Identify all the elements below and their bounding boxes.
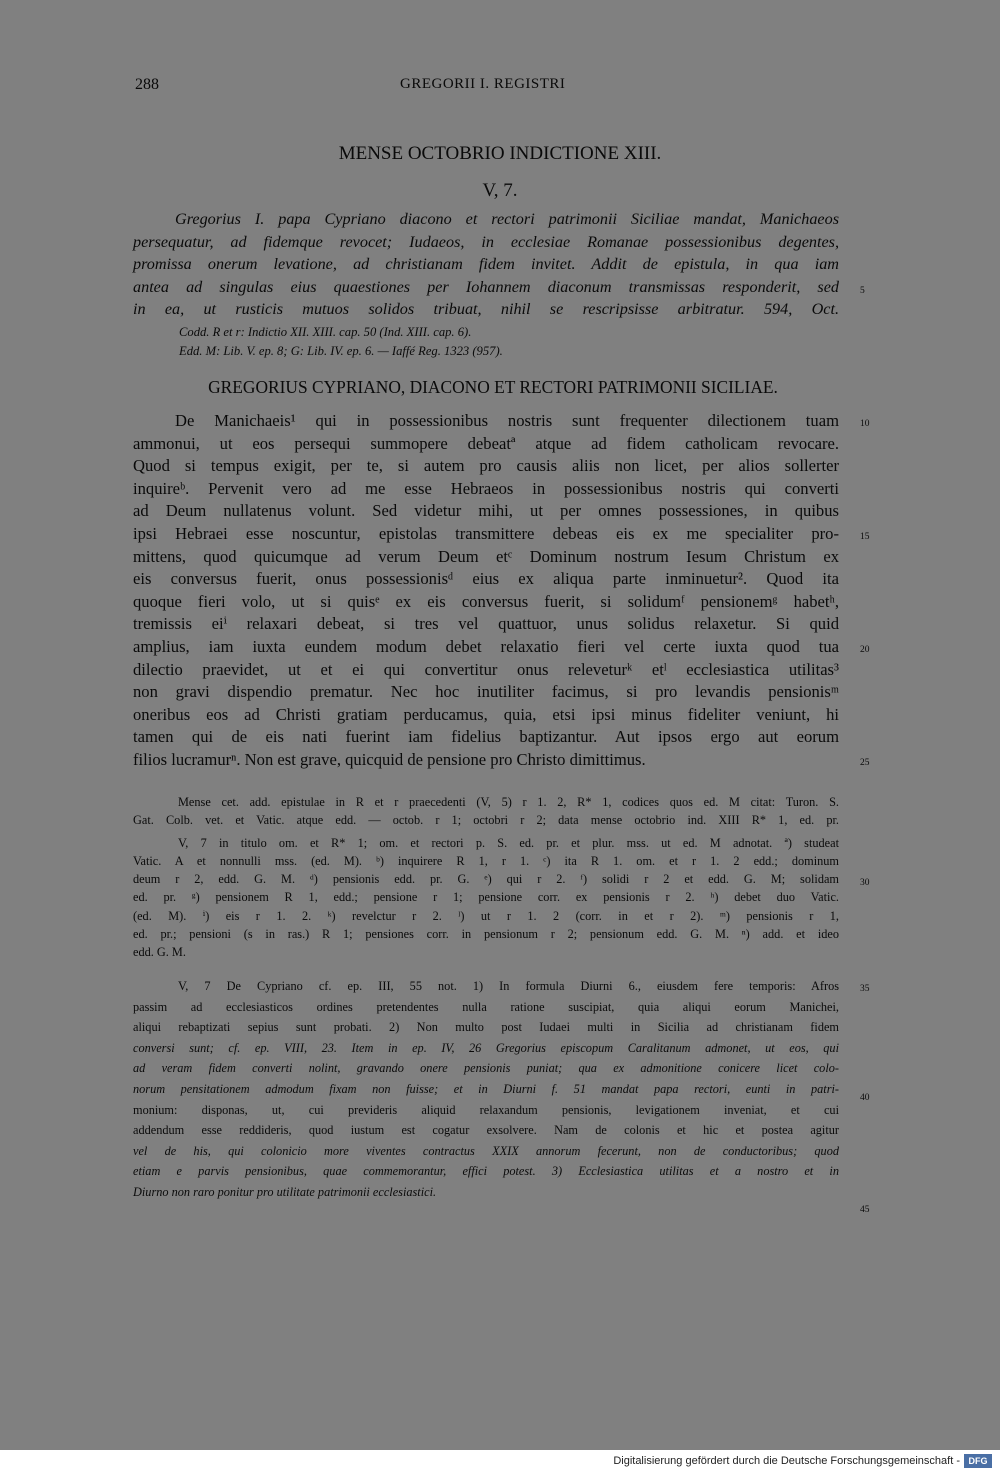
month-heading: MENSE OCTOBRIO INDICTIONE XIII. (338, 143, 662, 164)
apparatus-line: ed. pr. ᵍ) pensionem R 1, edd.; pensione r 1; pensione corr. ex pensionis r 2. ʰ) debet duo Vatic. (133, 890, 839, 905)
critical-apparatus (133, 793, 839, 962)
body-line: filios lucramurⁿ. Non est grave, quicquid de pensione pro Christo dimittimus. (133, 749, 646, 769)
body-line: inquireᵇ. Pervenit vero ad me esse Hebraeos in possessionibus nostris qui converti (133, 478, 839, 498)
line-number: 45 (860, 1205, 870, 1215)
apparatus-line: (ed. M). ⁱ) eis r 1. 2. ᵏ) revelctur r 2. ˡ) ut r 1. 2 (corr. in et r 2). ᵐ) pensionis r 1, (133, 908, 839, 923)
body-line: eis conversus fuerit, onus possessionisᵈ eius ex aliqua parte inminuetur². Quod ita (133, 569, 839, 589)
summary-line: in ea, ut rusticis mutuos solidos tribuat, nihil se rescripsisse arbitratur. 594, Oct. (133, 300, 839, 319)
note-line: monium: disponas, ut, cui previderis aliquid relaxandum pensionis, levigationem inveniat, et cui (133, 1102, 839, 1117)
body-line: non gravi dispendio prematur. Nec hoc inutiliter facimus, si pro levandis pensionisᵐ (133, 682, 839, 702)
line-number: 5 (860, 286, 865, 296)
digitization-credit-bar (0, 1450, 1000, 1473)
apparatus-line: deum r 2, edd. G. M. ᵈ) pensionis edd. pr. G. ᵉ) qui r 2. ᶠ) solidi r 2 et edd. G. M; solidam (133, 872, 839, 887)
apparatus-line: Vatic. A et nonnulli mss. (ed. M). ᵇ) inquirere R 1, r 1. ᶜ) ita R 1. om. et r 1. 2 edd.; dominum (133, 853, 839, 868)
note-line: norum pensitationem admodum fixam non fuisse; et in Diurni f. 51 mandat papa rectori, eunti in patri- (133, 1081, 839, 1096)
note-line: conversi sunt; cf. ep. VIII, 23. Item in ep. IV, 26 Gregorius episcopum Caralitanum admonet, ut eos, qui (133, 1040, 839, 1055)
body-line: quoque fieri volo, ut si quisᵉ ex eis conversus fuerit, si solidumᶠ pensionemᵍ habetʰ, (133, 591, 839, 611)
apparatus-line: Gat. Colb. vet. et Vatic. atque edd. — octob. r 1; octobri r 2; data mense octobrio ind. XIII R* 1, ed. pr. (133, 813, 839, 828)
line-number: 25 (860, 758, 870, 768)
body-line: tamen qui de eis nati fuerint iam fidelius baptizantur. Aut ipsos ergo aut eorum (133, 727, 839, 747)
line-number: 15 (860, 532, 870, 542)
note-line: vel de his, qui colonicio more viventes contractus XXIX annorum fecerunt, non de conductoribus; quod (133, 1143, 839, 1158)
note-line: Diurno non raro ponitur pro utilitate patrimonii ecclesiastici. (133, 1184, 437, 1199)
body-line: amplius, iam iuxta eundem modum debet relaxatio fieri vel certe iuxta quod tua (133, 636, 839, 656)
body-line: dilectio praevidet, ut et ei qui convertitur onus releveturᵏ etˡ ecclesiastica utilitas³ (133, 659, 839, 679)
apparatus-line: ed. pr.; pensioni (s in ras.) R 1; pensiones corr. in pensionum r 2; pensionum edd. G. M. ⁿ) add. et ideo (133, 927, 839, 942)
dfg-logo: DFG (964, 1454, 992, 1468)
letter-number: V, 7. (482, 180, 518, 201)
edd-line: Edd. M: Lib. V. ep. 8; G: Lib. IV. ep. 6. — Iaffé Reg. 1323 (957). (179, 344, 503, 358)
line-number: 40 (860, 1093, 870, 1103)
codices-info (179, 323, 503, 361)
address-line: GREGORIUS CYPRIANO, DIACONO ET RECTORI PATRIMONII SICILIAE. (208, 377, 778, 397)
summary-line: promissa onerum levatione, ad christianam fidem invitet. Addit de epistula, in qua iam (133, 255, 839, 274)
body-line: ipsi Hebraei esse noscuntur, epistolas transmittere debeas eis ex me specialiter pro- (133, 523, 839, 543)
apparatus-line: V, 7 in titulo om. et R* 1; om. et rectori p. S. ed. pr. et plur. mss. ut ed. M adnotat. ª) studeat (178, 835, 839, 850)
running-title: GREGORII I. REGISTRI (400, 76, 566, 92)
body-line: oneribus eos ad Christi gratiam perducamus, quia, etsi ipsi minus fideliter veniunt, hi (133, 704, 839, 724)
line-number: 10 (860, 419, 870, 429)
letter-summary (133, 208, 839, 321)
letter-body (133, 410, 839, 772)
note-line: aliqui rebaptizati sepius sunt probati. 2) Non multo post Iudaei multi in Sicilia ad christianam fidem (133, 1020, 839, 1035)
summary-line: antea ad singulas eius quaestiones per Iohannem diaconum transmissas responderit, sed (133, 277, 839, 296)
apparatus-line: edd. G. M. (133, 945, 186, 960)
codd-line: Codd. R et r: Indictio XII. XIII. cap. 50 (Ind. XIII. cap. 6). (179, 325, 472, 339)
page-number: 288 (135, 76, 159, 93)
credit-text: Digitalisierung gefördert durch die Deutsche Forschungsgemeinschaft - (613, 1455, 960, 1467)
body-line: ad Deum nullatenus volunt. Sed videtur mihi, ut per omnes possessiones, in quibus (133, 501, 839, 521)
apparatus-line: Mense cet. add. epistulae in R et r praecedenti (V, 5) r 1. 2, R* 1, codices quos ed. M citat: Turon. S. (178, 795, 839, 809)
summary-line: persequatur, ad fidemque revocet; Iudaeos, in ecclesiae Romanae possessionibus degentes, (133, 232, 839, 251)
summary-line: Gregorius I. papa Cypriano diacono et rectori patrimonii Siciliae mandat, Manichaeos (175, 210, 839, 228)
running-head (0, 76, 1000, 100)
note-line: passim ad ecclesiasticos ordines pretendentes nulla ratione suscipiat, quia aliqui eorum Manichei, (133, 999, 839, 1014)
body-line: Quod si tempus exigit, per te, si autem pro causis aliis non licet, per alios sollerter (133, 456, 839, 476)
line-number: 35 (860, 984, 870, 994)
note-line: V, 7 De Cypriano cf. ep. III, 55 not. 1) In formula Diurni 6., eiusdem fere temporis: Afros (178, 979, 839, 993)
body-line: tremissis eiⁱ relaxari debeat, si tres vel quattuor, unus solidus relaxetur. Si quid (133, 614, 839, 634)
explanatory-notes (133, 976, 839, 1203)
note-line: etiam e parvis pensionibus, quae commemorantur, effici potest. 3) Ecclesiastica utilitas et a nostro et in (133, 1164, 839, 1179)
line-number: 30 (860, 878, 870, 888)
note-line: addendum esse reddideris, quod iustum est cogatur exsolvere. Nam de colonis et hic et postea agitur (133, 1123, 839, 1138)
line-number: 20 (860, 645, 870, 655)
body-line: mittens, quod quicumque ad verum Deum etᶜ Dominum nostrum Iesum Christum ex (133, 546, 839, 566)
note-line: ad veram fidem converti nolint, gravando onere pensionis puniat; qua ex admonitione conicere licet colo- (133, 1061, 839, 1076)
body-line: De Manichaeis¹ qui in possessionibus nostris sunt frequenter dilectionem tuam (175, 411, 839, 430)
body-line: ammonui, ut eos persequi summopere debeatª atque ad fidem catholicam revocare. (133, 433, 839, 453)
